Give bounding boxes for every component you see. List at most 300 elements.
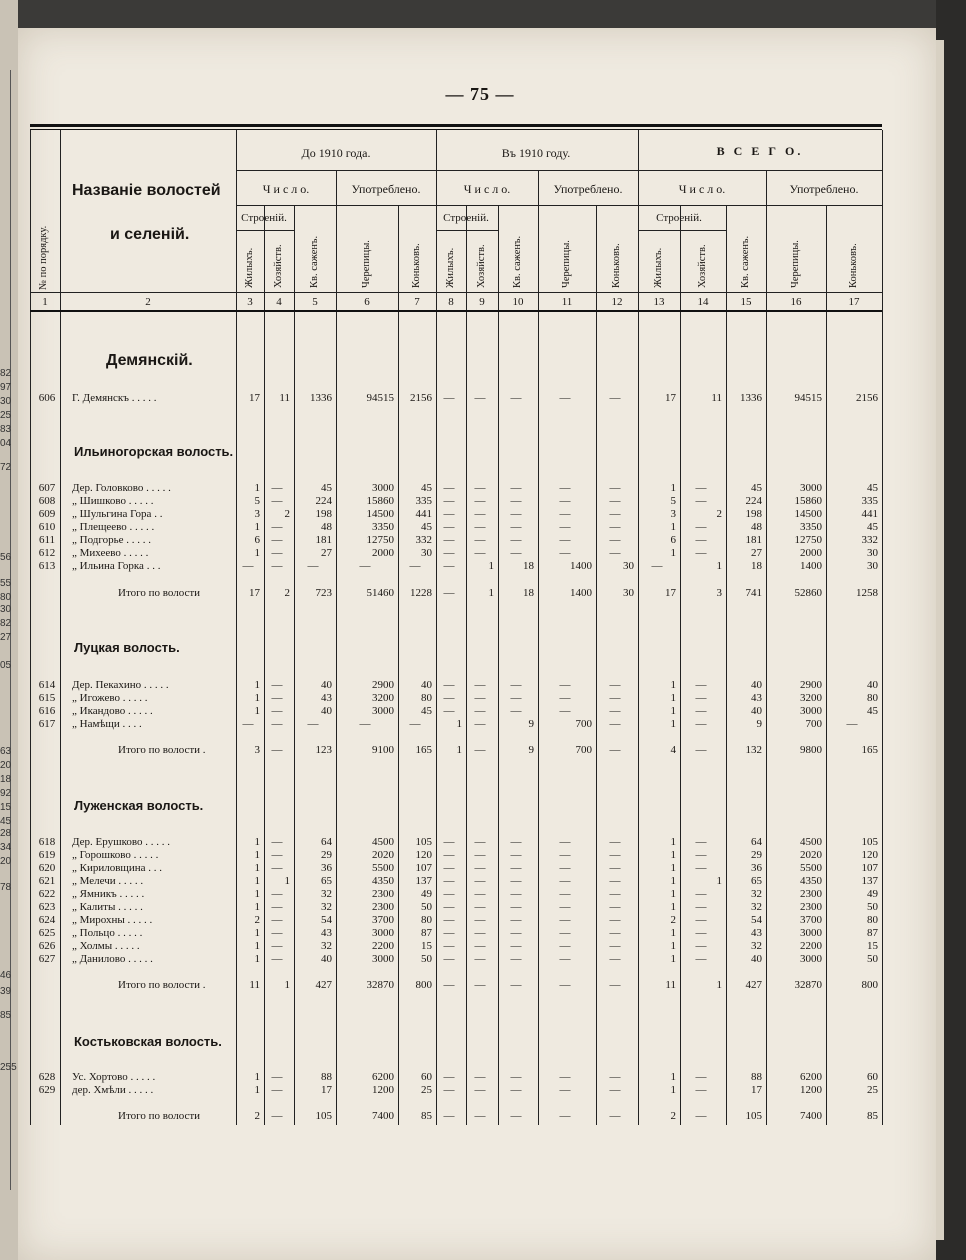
cell-value: 48 <box>321 521 332 533</box>
cell-value: 1 <box>254 482 260 494</box>
cell-value: 94515 <box>366 392 394 404</box>
cell-value: — <box>510 979 522 991</box>
cell-value: — <box>510 521 522 533</box>
column-number: 11 <box>561 296 573 308</box>
cell-value: 1 <box>254 927 260 939</box>
cell-value: 60 <box>421 1071 432 1083</box>
cell-value: — <box>510 679 522 691</box>
table-row <box>30 940 882 954</box>
cell-value: 32 <box>751 901 762 913</box>
cell-value: 7400 <box>372 1110 394 1122</box>
cell-value: 1 <box>254 1071 260 1083</box>
cell-value: 50 <box>867 953 878 965</box>
cell-value: 1 <box>254 521 260 533</box>
cell-value: 1 <box>670 1071 676 1083</box>
cell-value: 9800 <box>800 744 822 756</box>
cell-value: 9100 <box>372 744 394 756</box>
cell-value: 1 <box>716 560 722 572</box>
column-number: 16 <box>790 296 802 308</box>
cell-value: — <box>559 953 571 965</box>
cell-value: 107 <box>861 862 878 874</box>
column-number: 4 <box>276 296 282 308</box>
cell-value: — <box>609 547 621 559</box>
total-label: Итого по волости <box>118 1110 201 1122</box>
cell-value: — <box>510 927 522 939</box>
cell-value: — <box>695 914 707 926</box>
cell-value: 700 <box>575 718 592 730</box>
cell-value: 1 <box>254 953 260 965</box>
cell-value: 32870 <box>366 979 394 991</box>
total-label: Итого по волости . <box>118 744 206 756</box>
cell-value: — <box>474 875 486 887</box>
cell-value: — <box>271 927 283 939</box>
cell-value: — <box>510 836 522 848</box>
row-number: 622 <box>38 888 56 900</box>
cell-value: 45 <box>421 705 432 717</box>
cell-value: — <box>695 927 707 939</box>
cell-value: 1 <box>254 1084 260 1096</box>
header-used-3: Употреблено. <box>789 182 859 196</box>
cell-value: 165 <box>861 744 878 756</box>
cell-value: — <box>443 862 455 874</box>
cell-value: 3700 <box>800 914 822 926</box>
cell-value: 14500 <box>794 508 822 520</box>
margin-number: 30 <box>0 604 12 615</box>
cell-value: — <box>510 862 522 874</box>
cell-value: 1 <box>254 901 260 913</box>
cell-value: 800 <box>861 979 878 991</box>
cell-value: 723 <box>315 587 332 599</box>
cell-value: — <box>609 534 621 546</box>
header-ridges-3: Коньковъ. <box>848 243 859 288</box>
cell-value: — <box>474 901 486 913</box>
total-row <box>30 587 882 601</box>
cell-value: 2020 <box>372 849 394 861</box>
header-residential-3: Жилыхъ. <box>653 247 664 288</box>
cell-value: 27 <box>321 547 332 559</box>
cell-value: 15 <box>421 940 432 952</box>
header-used-2: Употреблено. <box>553 182 623 196</box>
cell-value: — <box>474 482 486 494</box>
cell-value: 198 <box>315 508 332 520</box>
cell-value: — <box>846 718 858 730</box>
row-number: 628 <box>38 1071 56 1083</box>
cell-value: 4500 <box>372 836 394 848</box>
cell-value: — <box>510 901 522 913</box>
cell-value: 50 <box>421 901 432 913</box>
cell-value: — <box>474 940 486 952</box>
cell-value: 94515 <box>794 392 822 404</box>
header-household-3: Хозяйств. <box>697 244 708 288</box>
cell-value: — <box>510 888 522 900</box>
cell-value: 64 <box>321 836 332 848</box>
cell-value: 65 <box>321 875 332 887</box>
cell-value: — <box>271 744 283 756</box>
cell-value: 2300 <box>800 888 822 900</box>
cell-value: 107 <box>415 862 432 874</box>
cell-value: — <box>559 888 571 900</box>
cell-value: — <box>409 718 421 730</box>
row-number: 618 <box>38 836 56 848</box>
cell-value: — <box>609 914 621 926</box>
cell-value: 2900 <box>800 679 822 691</box>
cell-value: — <box>307 718 319 730</box>
cell-value: 80 <box>867 914 878 926</box>
table-row <box>30 1084 882 1098</box>
cell-value: — <box>559 692 571 704</box>
column-number: 13 <box>653 296 665 308</box>
cell-value: — <box>651 560 663 572</box>
cell-value: 1 <box>716 875 722 887</box>
row-number: 625 <box>38 927 56 939</box>
table-row <box>30 849 882 863</box>
volost-title: Луженская волость. <box>74 798 204 813</box>
cell-value: — <box>359 560 371 572</box>
margin-number: 85 <box>0 1010 12 1021</box>
cell-value: — <box>474 718 486 730</box>
grid-vline <box>30 130 31 1125</box>
margin-number: 04 <box>0 438 12 449</box>
total-label: Итого по волости . <box>118 979 206 991</box>
cell-value: — <box>242 560 254 572</box>
total-row <box>30 979 882 993</box>
cell-value: 85 <box>421 1110 432 1122</box>
cell-value: — <box>609 979 621 991</box>
cell-value: — <box>609 1110 621 1122</box>
cell-value: 1228 <box>410 587 432 599</box>
cell-value: 2200 <box>800 940 822 952</box>
cell-value: 123 <box>315 744 332 756</box>
cell-value: — <box>609 888 621 900</box>
settlement-name: „ Ямникъ . . . . . <box>72 888 145 900</box>
cell-value: 3000 <box>800 927 822 939</box>
cell-value: — <box>510 508 522 520</box>
cell-value: 105 <box>315 1110 332 1122</box>
cell-value: — <box>559 1110 571 1122</box>
cell-value: — <box>609 862 621 874</box>
cell-value: — <box>609 901 621 913</box>
cell-value: 137 <box>861 875 878 887</box>
cell-value: 4350 <box>372 875 394 887</box>
cell-value: 32 <box>321 888 332 900</box>
cell-value: — <box>510 547 522 559</box>
cell-value: — <box>443 940 455 952</box>
cell-value: — <box>443 692 455 704</box>
cell-value: 105 <box>415 836 432 848</box>
cell-value: 181 <box>315 534 332 546</box>
volost-title: Луцкая волость. <box>74 640 180 655</box>
cell-value: — <box>559 534 571 546</box>
cell-value: — <box>609 392 621 404</box>
cell-value: 1 <box>670 953 676 965</box>
cell-value: — <box>695 534 707 546</box>
cell-value: — <box>510 914 522 926</box>
top-rule <box>30 124 882 127</box>
cell-value: 32 <box>321 901 332 913</box>
grid-vline <box>882 130 883 1125</box>
cell-value: — <box>271 901 283 913</box>
total-row <box>30 744 882 758</box>
cell-value: — <box>474 927 486 939</box>
cell-value: 40 <box>751 953 762 965</box>
cell-value: — <box>474 534 486 546</box>
header-household-1: Хозяйств. <box>273 244 284 288</box>
cell-value: — <box>443 1084 455 1096</box>
cell-value: — <box>510 495 522 507</box>
cell-value: — <box>271 718 283 730</box>
column-number: 1 <box>42 296 48 308</box>
cell-value: 1 <box>670 547 676 559</box>
cell-value: — <box>695 901 707 913</box>
row-number: 629 <box>38 1084 56 1096</box>
cell-value: 1258 <box>856 587 878 599</box>
cell-value: — <box>474 495 486 507</box>
settlement-name: „ Калиты . . . . . <box>72 901 143 913</box>
cell-value: 7400 <box>800 1110 822 1122</box>
margin-number: 80 <box>0 592 12 603</box>
cell-value: — <box>609 744 621 756</box>
cell-value: — <box>695 1084 707 1096</box>
cell-value: — <box>474 914 486 926</box>
settlement-name: „ Данилово . . . . . <box>72 953 153 965</box>
cell-value: — <box>609 940 621 952</box>
header-buildings-1: Строеній. <box>241 212 287 224</box>
table-row <box>30 534 882 548</box>
cell-value: 50 <box>867 901 878 913</box>
cell-value: 2000 <box>800 547 822 559</box>
table-row <box>30 392 882 406</box>
row-number: 615 <box>38 692 56 704</box>
cell-value: 6200 <box>372 1071 394 1083</box>
cell-value: — <box>443 534 455 546</box>
margin-number: 82 <box>0 368 12 379</box>
cell-value: — <box>443 560 455 572</box>
cell-value: 5500 <box>372 862 394 874</box>
cell-value: 3000 <box>800 482 822 494</box>
row-number: 608 <box>38 495 56 507</box>
cell-value: — <box>609 521 621 533</box>
cell-value: 54 <box>321 914 332 926</box>
cell-value: — <box>443 875 455 887</box>
cell-value: 2 <box>670 914 676 926</box>
cell-value: — <box>559 521 571 533</box>
cell-value: — <box>443 927 455 939</box>
cell-value: 3000 <box>800 953 822 965</box>
cell-value: — <box>695 744 707 756</box>
cell-value: 43 <box>751 692 762 704</box>
cell-value: 6 <box>670 534 676 546</box>
cell-value: 132 <box>745 744 762 756</box>
cell-value: — <box>271 836 283 848</box>
header-tiles-2: Черепицы. <box>561 240 572 288</box>
cell-value: 11 <box>249 979 260 991</box>
cell-value: — <box>474 705 486 717</box>
cell-value: — <box>510 1084 522 1096</box>
cell-value: — <box>510 534 522 546</box>
header-sq-sazhen-3: Кв. саженъ. <box>740 235 751 288</box>
settlement-name: „ Игожево . . . . . <box>72 692 148 704</box>
cell-value: 43 <box>321 692 332 704</box>
cell-value: 25 <box>867 1084 878 1096</box>
cell-value: 18 <box>523 560 534 572</box>
header-period-1910: Въ 1910 году. <box>501 146 571 160</box>
cell-value: — <box>271 849 283 861</box>
cell-value: 3000 <box>372 482 394 494</box>
margin-number: 255 <box>0 1062 17 1073</box>
cell-value: — <box>695 679 707 691</box>
cell-value: 2300 <box>800 901 822 913</box>
table-row <box>30 888 882 902</box>
cell-value: 3700 <box>372 914 394 926</box>
cell-value: — <box>443 901 455 913</box>
settlement-name: „ Шульгина Гора . . <box>72 508 163 520</box>
cell-value: — <box>474 888 486 900</box>
cell-value: — <box>609 875 621 887</box>
cell-value: — <box>510 849 522 861</box>
header-residential-1: Жилыхъ. <box>244 247 255 288</box>
cell-value: 18 <box>523 587 534 599</box>
header-count-1: Ч и с л о. <box>262 182 310 196</box>
table-row <box>30 547 882 561</box>
column-number: 14 <box>697 296 709 308</box>
cell-value: 1 <box>670 482 676 494</box>
cell-value: — <box>695 1110 707 1122</box>
settlement-name: „ Подгорье . . . . . <box>72 534 151 546</box>
cell-value: — <box>271 560 283 572</box>
cell-value: 14500 <box>366 508 394 520</box>
cell-value: 30 <box>623 587 634 599</box>
cell-value: 1 <box>670 705 676 717</box>
cell-value: — <box>559 849 571 861</box>
cell-value: 1 <box>716 979 722 991</box>
cell-value: 80 <box>421 692 432 704</box>
cell-value: 65 <box>751 875 762 887</box>
cell-value: 45 <box>867 705 878 717</box>
table-row <box>30 927 882 941</box>
cell-value: — <box>443 849 455 861</box>
cell-value: — <box>609 508 621 520</box>
cell-value: 40 <box>421 679 432 691</box>
cell-value: 332 <box>861 534 878 546</box>
cell-value: 15 <box>867 940 878 952</box>
cell-value: — <box>695 836 707 848</box>
header-residential-2: Жилыхъ. <box>445 247 456 288</box>
settlement-name: „ Мирохны . . . . . <box>72 914 153 926</box>
cell-value: 120 <box>415 849 432 861</box>
cell-value: 32 <box>751 888 762 900</box>
cell-value: 87 <box>421 927 432 939</box>
settlement-name: „ Мелечи . . . . . <box>72 875 144 887</box>
cell-value: 2900 <box>372 679 394 691</box>
cell-value: 441 <box>861 508 878 520</box>
cell-value: 427 <box>745 979 762 991</box>
settlement-name: „ Холмы . . . . . <box>72 940 140 952</box>
table-row <box>30 914 882 928</box>
cell-value: — <box>474 1071 486 1083</box>
margin-number: 82 <box>0 618 12 629</box>
cell-value: — <box>443 495 455 507</box>
table-row <box>30 560 882 574</box>
cell-value: — <box>242 718 254 730</box>
cell-value: — <box>474 521 486 533</box>
cell-value: 64 <box>751 836 762 848</box>
cell-value: 2020 <box>800 849 822 861</box>
table-row <box>30 901 882 915</box>
cell-value: 9 <box>528 744 534 756</box>
cell-value: 49 <box>421 888 432 900</box>
settlement-name: дер. Хмѣли . . . . . <box>72 1084 154 1096</box>
settlement-name: „ Михеево . . . . . <box>72 547 149 559</box>
table-row <box>30 836 882 850</box>
cell-value: 45 <box>421 482 432 494</box>
table-row <box>30 875 882 889</box>
cell-value: — <box>443 392 455 404</box>
row-number: 609 <box>38 508 56 520</box>
cell-value: — <box>559 927 571 939</box>
cell-value: — <box>695 692 707 704</box>
cell-value: 3000 <box>800 705 822 717</box>
margin-number: 63 <box>0 746 12 757</box>
cell-value: — <box>474 979 486 991</box>
cell-value: — <box>271 547 283 559</box>
left-page-margin-numbers <box>0 0 17 1260</box>
cell-value: 30 <box>867 547 878 559</box>
settlement-name: „ Шишково . . . . . <box>72 495 154 507</box>
cell-value: — <box>609 953 621 965</box>
row-number: 621 <box>38 875 56 887</box>
grid-vline <box>436 130 437 1125</box>
row-number: 620 <box>38 862 56 874</box>
cell-value: 17 <box>665 587 676 599</box>
margin-number: 25 <box>0 410 12 421</box>
cell-value: 137 <box>415 875 432 887</box>
cell-value: — <box>271 1084 283 1096</box>
header-used-1: Употреблено. <box>351 182 421 196</box>
cell-value: 30 <box>867 560 878 572</box>
cell-value: 40 <box>751 705 762 717</box>
cell-value: 1 <box>284 979 290 991</box>
row-number: 610 <box>38 521 56 533</box>
cell-value: 120 <box>861 849 878 861</box>
cell-value: — <box>271 940 283 952</box>
cell-value: 1 <box>670 718 676 730</box>
cell-value: — <box>510 1071 522 1083</box>
cell-value: 1 <box>254 875 260 887</box>
cell-value: 30 <box>623 560 634 572</box>
cell-value: — <box>559 901 571 913</box>
cell-value: 40 <box>321 679 332 691</box>
row-number: 606 <box>38 392 56 404</box>
cell-value: 36 <box>751 862 762 874</box>
cell-value: 700 <box>805 718 822 730</box>
margin-number: 28 <box>0 828 12 839</box>
table-row <box>30 508 882 522</box>
settlement-name: „ Икандово . . . . . <box>72 705 153 717</box>
cell-value: 1 <box>670 901 676 913</box>
cell-value: 105 <box>861 836 878 848</box>
cell-value: 36 <box>321 862 332 874</box>
cell-value: 700 <box>575 744 592 756</box>
settlement-name: „ Горошково . . . . . <box>72 849 159 861</box>
row-number: 626 <box>38 940 56 952</box>
margin-number: 46 <box>0 970 12 981</box>
cell-value: 32 <box>751 940 762 952</box>
cell-value: — <box>474 1084 486 1096</box>
cell-value: 1 <box>488 560 494 572</box>
table-row <box>30 482 882 496</box>
cell-value: — <box>443 1071 455 1083</box>
cell-value: 1 <box>254 862 260 874</box>
